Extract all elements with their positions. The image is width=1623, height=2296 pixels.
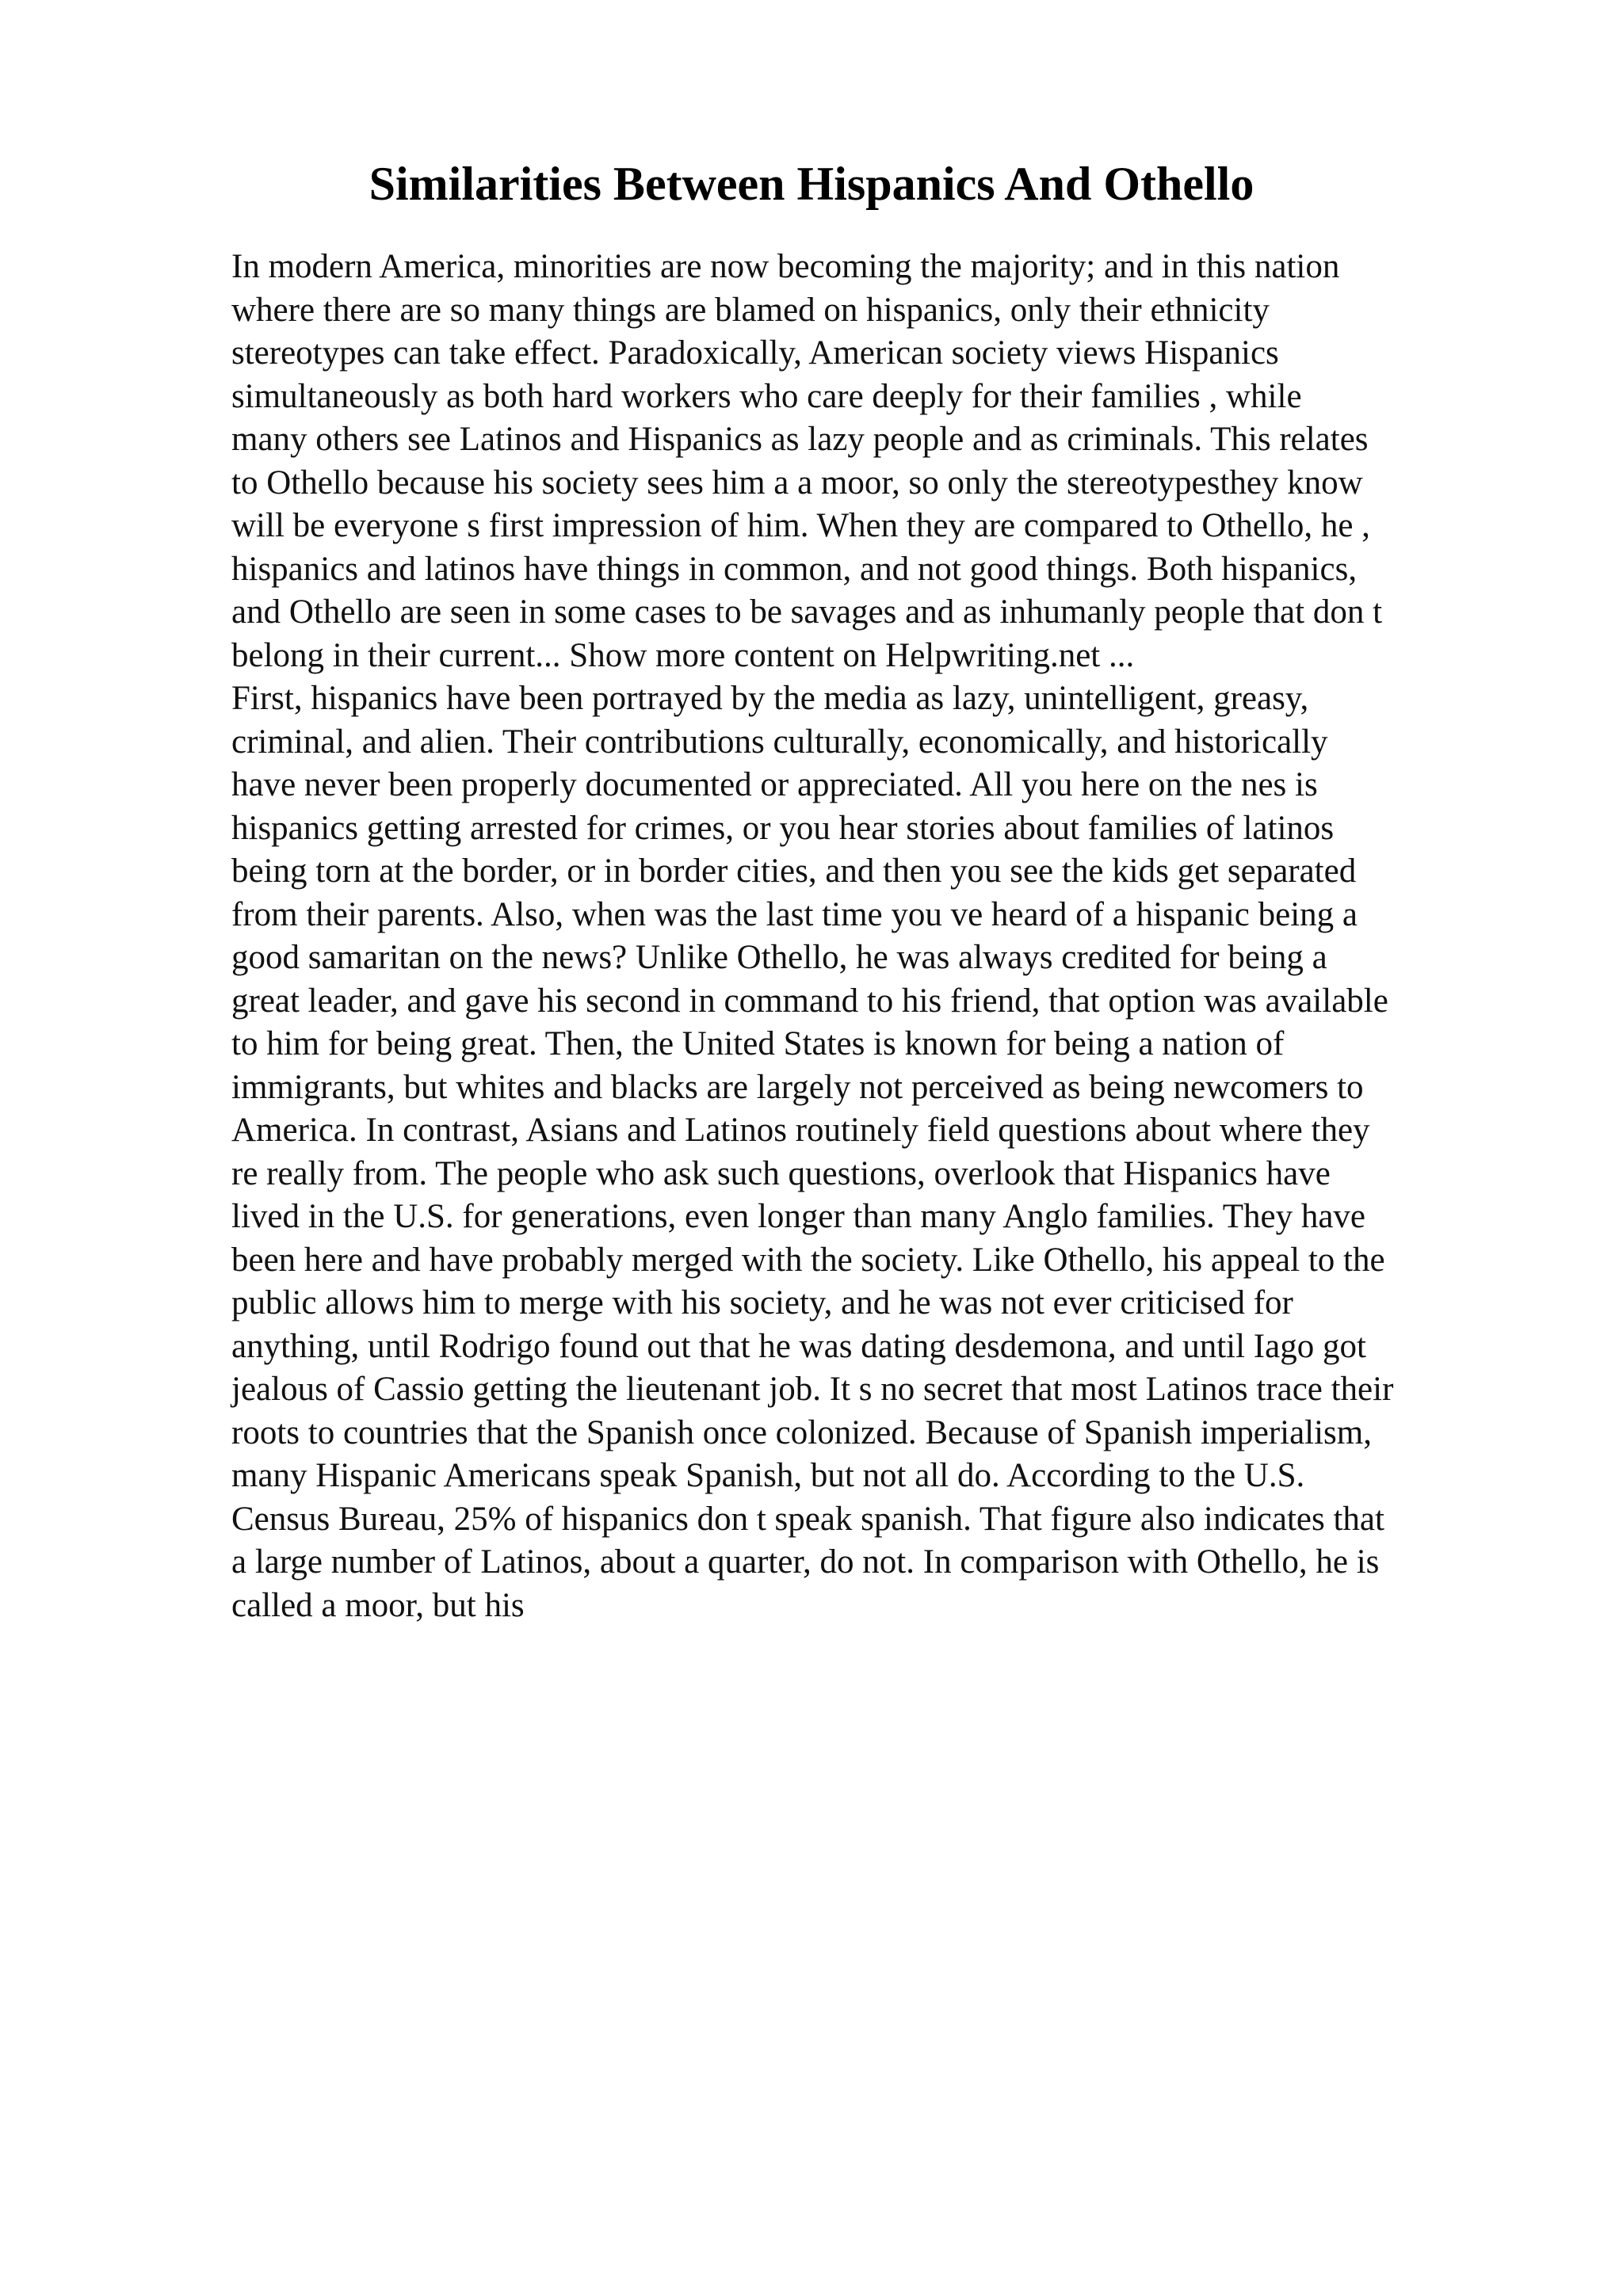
body-line: many Hispanic Americans speak Spanish, but not all do. According to the U.S. bbox=[231, 1457, 1305, 1494]
body-line: criminal, and alien. Their contributions culturally, economically, and historically bbox=[231, 723, 1328, 761]
body-line: many others see Latinos and Hispanics as lazy people and as criminals. This relates bbox=[231, 421, 1369, 458]
body-line: re really from. The people who ask such questions, overlook that Hispanics have bbox=[231, 1154, 1331, 1192]
body-line: where there are so many things are blamed on hispanics, only their ethnicity bbox=[231, 291, 1270, 329]
body-line: stereotypes can take effect. Paradoxically, American society views Hispanics bbox=[231, 334, 1279, 372]
body-line: In modern America, minorities are now becoming the majority; and in this nation bbox=[231, 248, 1340, 285]
body-line: hispanics getting arrested for crimes, or you hear stories about families of latinos bbox=[231, 809, 1335, 847]
body-line: America. In contrast, Asians and Latinos routinely field questions about where they bbox=[231, 1112, 1370, 1149]
body-line: to him for being great. Then, the United States is known for being a nation of bbox=[231, 1025, 1285, 1062]
body-line: being torn at the border, or in border cities, and then you see the kids get separated bbox=[231, 852, 1357, 890]
body-line: good samaritan on the news? Unlike Othello, he was always credited for being a bbox=[231, 939, 1327, 976]
body-line: anything, until Rodrigo found out that he was dating desdemona, and until Iago got bbox=[231, 1327, 1366, 1365]
body-line: to Othello because his society sees him a a moor, so only the stereotypesthey know bbox=[231, 463, 1363, 502]
body-line: roots to countries that the Spanish once colonized. Because of Spanish imperialism, bbox=[231, 1413, 1372, 1451]
body-line: lived in the U.S. for generations, even longer than many Anglo families. They have bbox=[231, 1198, 1365, 1235]
body-line: hispanics and latinos have things in common, and not good things. Both hispanics, bbox=[231, 550, 1358, 588]
body-line: immigrants, but whites and blacks are largely not perceived as being newcomers to bbox=[231, 1068, 1364, 1106]
body-line: called a moor, but his bbox=[231, 1586, 525, 1624]
body-line: a large number of Latinos, about a quarter, do not. In comparison with Othello, he is bbox=[231, 1543, 1380, 1581]
body-line: have never been properly documented or appreciated. All you here on the nes is bbox=[231, 766, 1318, 803]
body-line: First, hispanics have been portrayed by the media as lazy, unintelligent, greasy, bbox=[231, 680, 1309, 717]
body-line: simultaneously as both hard workers who care deeply for their families , while bbox=[231, 377, 1302, 415]
body-line: been here and have probably merged with the society. Like Othello, his appeal to the bbox=[231, 1241, 1385, 1279]
document-body bbox=[231, 246, 1547, 1627]
body-line: from their parents. Also, when was the last time you ve heard of a hispanic being a bbox=[231, 895, 1358, 933]
body-line: Census Bureau, 25% of hispanics don t speak spanish. That figure also indicates that bbox=[231, 1500, 1384, 1538]
document-title: Similarities Between Hispanics And Othello bbox=[369, 158, 1254, 210]
body-line: great leader, and gave his second in command to his friend, that option was available bbox=[231, 982, 1388, 1020]
body-line: and Othello are seen in some cases to be savages and as inhumanly people that don t bbox=[231, 593, 1383, 631]
body-line: will be everyone s first impression of him. When they are compared to Othello, he , bbox=[231, 507, 1370, 544]
body-line: belong in their current... Show more content on Helpwriting.net ... bbox=[231, 636, 1135, 674]
body-line: jealous of Cassio getting the lieutenant job. It s no secret that most Latinos trace their bbox=[231, 1371, 1394, 1408]
body-line: public allows him to merge with his society, and he was not ever criticised for bbox=[231, 1284, 1293, 1322]
